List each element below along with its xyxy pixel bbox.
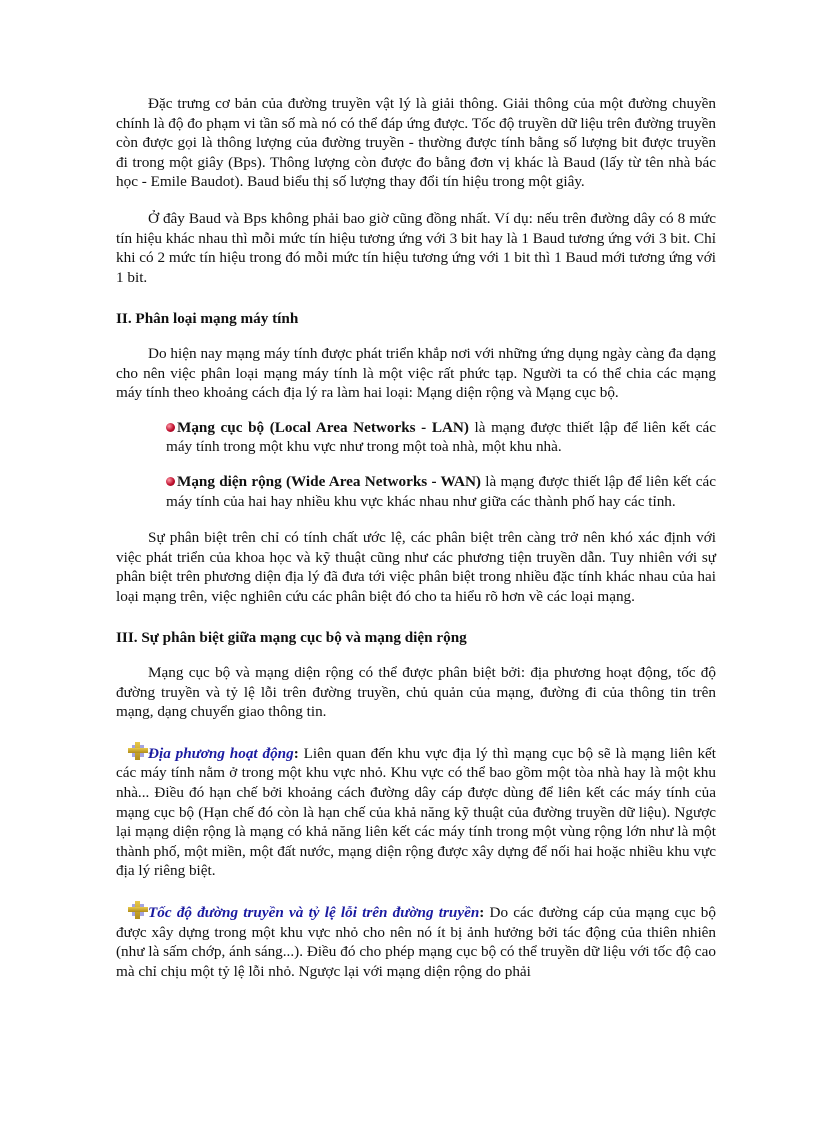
list-item-wan (166, 472, 716, 511)
bullet-text: là mạng được thiết lập để liên kết các máy tính của hai hay nhiều khu vực khác nhau như giữa các thành phố hay các tỉnh. (166, 472, 716, 510)
feature-text: Do các đường cáp của mạng cục bộ được xây dựng trong một khu vực nhỏ cho nên nó ít bị ảnh hưởng bởi tác động của thiên nhiên (như là sấm chớp, ánh sáng...). Điều đó cho phép mạng cục bộ có thể truyền dữ liệu với tốc độ cao mà chỉ chịu một tỷ lệ lỗi nhỏ. Ngược lại với mạng diện rộng do phải (116, 904, 716, 980)
bullet-title: Mạng diện rộng (Wide Area Networks - WAN) (177, 472, 481, 490)
heading-network-classification: II. Phân loại mạng máy tính (116, 310, 299, 328)
paragraph-criteria: Mạng cục bộ và mạng diện rộng có thể được phân biệt bởi: địa phương hoạt động, tốc độ đường truyền và tỷ lệ lỗi trên đường truyền, chủ quản của mạng, đường đi của thông tin trên mạng, dạng chuyển giao thông tin. (116, 664, 716, 721)
feature-geographic-scope: Địa phương hoạt động: Liên quan đến khu vực địa lý thì mạng cục bộ sẽ là mạng liên kết các máy tính nằm ở trong một khu vực nhỏ. Khu vực có thể bao gồm một tòa nhà hay là một khu nhà... Điều đó hạn chế bởi khoảng cách đường dây cáp được dùng để liên kết các máy tính của mạng cục bộ (Hạn chế đó còn là hạn chế của khả năng kỹ thuật của đường truyền dữ liệu). Ngược lại mạng diện rộng là mạng có khả năng liên kết các máy tính trong một vùng rộng lớn như là một thành phố, một miền, một đất nước, mạng diện rộng được xây dựng để nối hai hoặc nhiều khu vực địa lý riêng biệt. (116, 742, 716, 881)
bullet-text: là mạng được thiết lập để liên kết các máy tính trong một khu vực như trong một toà nhà, một khu nhà. (166, 418, 717, 456)
feature-title: Địa phương hoạt động (148, 744, 294, 762)
bullet-dot-icon (166, 423, 175, 432)
paragraph-distinction: Sự phân biệt trên chỉ có tính chất ước lệ, các phân biệt trên càng trở nên khó xác định với việc phát triển của khoa học và kỹ thuật cũng như các phương tiện truyền dẫn. Tuy nhiên với sự phân biệt trên phương diện địa lý đã đưa tới việc phân biệt trong nhiều đặc tính khác nhau của hai loại mạng trên, việc nghiên cứu các phân biệt đó cho ta hiểu rõ hơn về các loại mạng. (116, 529, 716, 605)
feature-title: Tốc độ đường truyền và tỷ lệ lỗi trên đường truyền (148, 904, 480, 921)
bullet-title: Mạng cục bộ (Local Area Networks - LAN) (177, 418, 469, 436)
paragraph-bandwidth: Đặc trưng cơ bản của đường truyền vật lý là giải thông. Giải thông của một đường chuyền chính là độ đo phạm vi tần số mà nó có thể đáp ứng được. Tốc độ truyền dữ liệu trên đường truyền còn được gọi là thông lượng của đường truyền - thường được tính bằng số lượng bit được truyền đi trong một giây (Bps). Thông lượng còn được đo bằng đơn vị khác là Baud (lấy từ tên nhà bác học - Emile Baudot). Baud biểu thị số lượng thay đổi tín hiệu trong một giây. (116, 95, 716, 191)
list-item-lan (166, 418, 716, 457)
feature-text: Liên quan đến khu vực địa lý thì mạng cục bộ sẽ là mạng liên kết các máy tính nằm ở trong một khu vực nhỏ. Khu vực có thể bao gồm một tòa nhà hay là một khu nhà... Điều đó hạn chế bởi khoảng cách đường dây cáp được dùng để liên kết các máy tính của mạng cục bộ (Hạn chế đó còn là hạn chế của khả năng kỹ thuật của đường truyền dữ liệu). Ngược lại mạng diện rộng là mạng có khả năng liên kết các máy tính trong một vùng rộng lớn như là một thành phố, một miền, một đất nước, mạng diện rộng được xây dựng để nối hai hoặc nhiều khu vực địa lý riêng biệt. (116, 744, 717, 880)
feature-speed-error-rate: Tốc độ đường truyền và tỷ lệ lỗi trên đường truyền: Do các đường cáp của mạng cục bộ được xây dựng trong một khu vực nhỏ cho nên nó ít bị ảnh hưởng bởi tác động của thiên nhiên (như là sấm chớp, ánh sáng...). Điều đó cho phép mạng cục bộ có thể truyền dữ liệu với tốc độ cao mà chỉ chịu một tỷ lệ lỗi nhỏ. Ngược lại với mạng diện rộng do phải (116, 901, 716, 981)
network-type-list (166, 418, 716, 511)
heading-lan-wan-difference: III. Sự phân biệt giữa mạng cục bộ và mạng diện rộng (116, 629, 467, 647)
plus-cross-icon (128, 901, 148, 919)
paragraph-baud-bps: Ở đây Baud và Bps không phải bao giờ cũng đồng nhất. Ví dụ: nếu trên đường dây có 8 mức tín hiệu khác nhau thì mỗi mức tín hiệu tương ứng với 3 bit hay là 1 Baud tương ứng với 3 bit. Chỉ khi có 2 mức tín hiệu trong đó mỗi mức tín hiệu tương ứng với 1 bit thì 1 Baud mới tương ứng với 1 bit. (116, 209, 716, 286)
plus-cross-icon (128, 742, 148, 760)
bullet-dot-icon (166, 477, 175, 486)
paragraph-classification: Do hiện nay mạng máy tính được phát triển khắp nơi với những ứng dụng ngày càng đa dạng cho nên việc phân loại mạng máy tính là một việc rất phức tạp. Người ta có thể chia các mạng máy tính theo khoảng cách địa lý ra làm hai loại: Mạng diện rộng và Mạng cục bộ. (116, 344, 716, 402)
